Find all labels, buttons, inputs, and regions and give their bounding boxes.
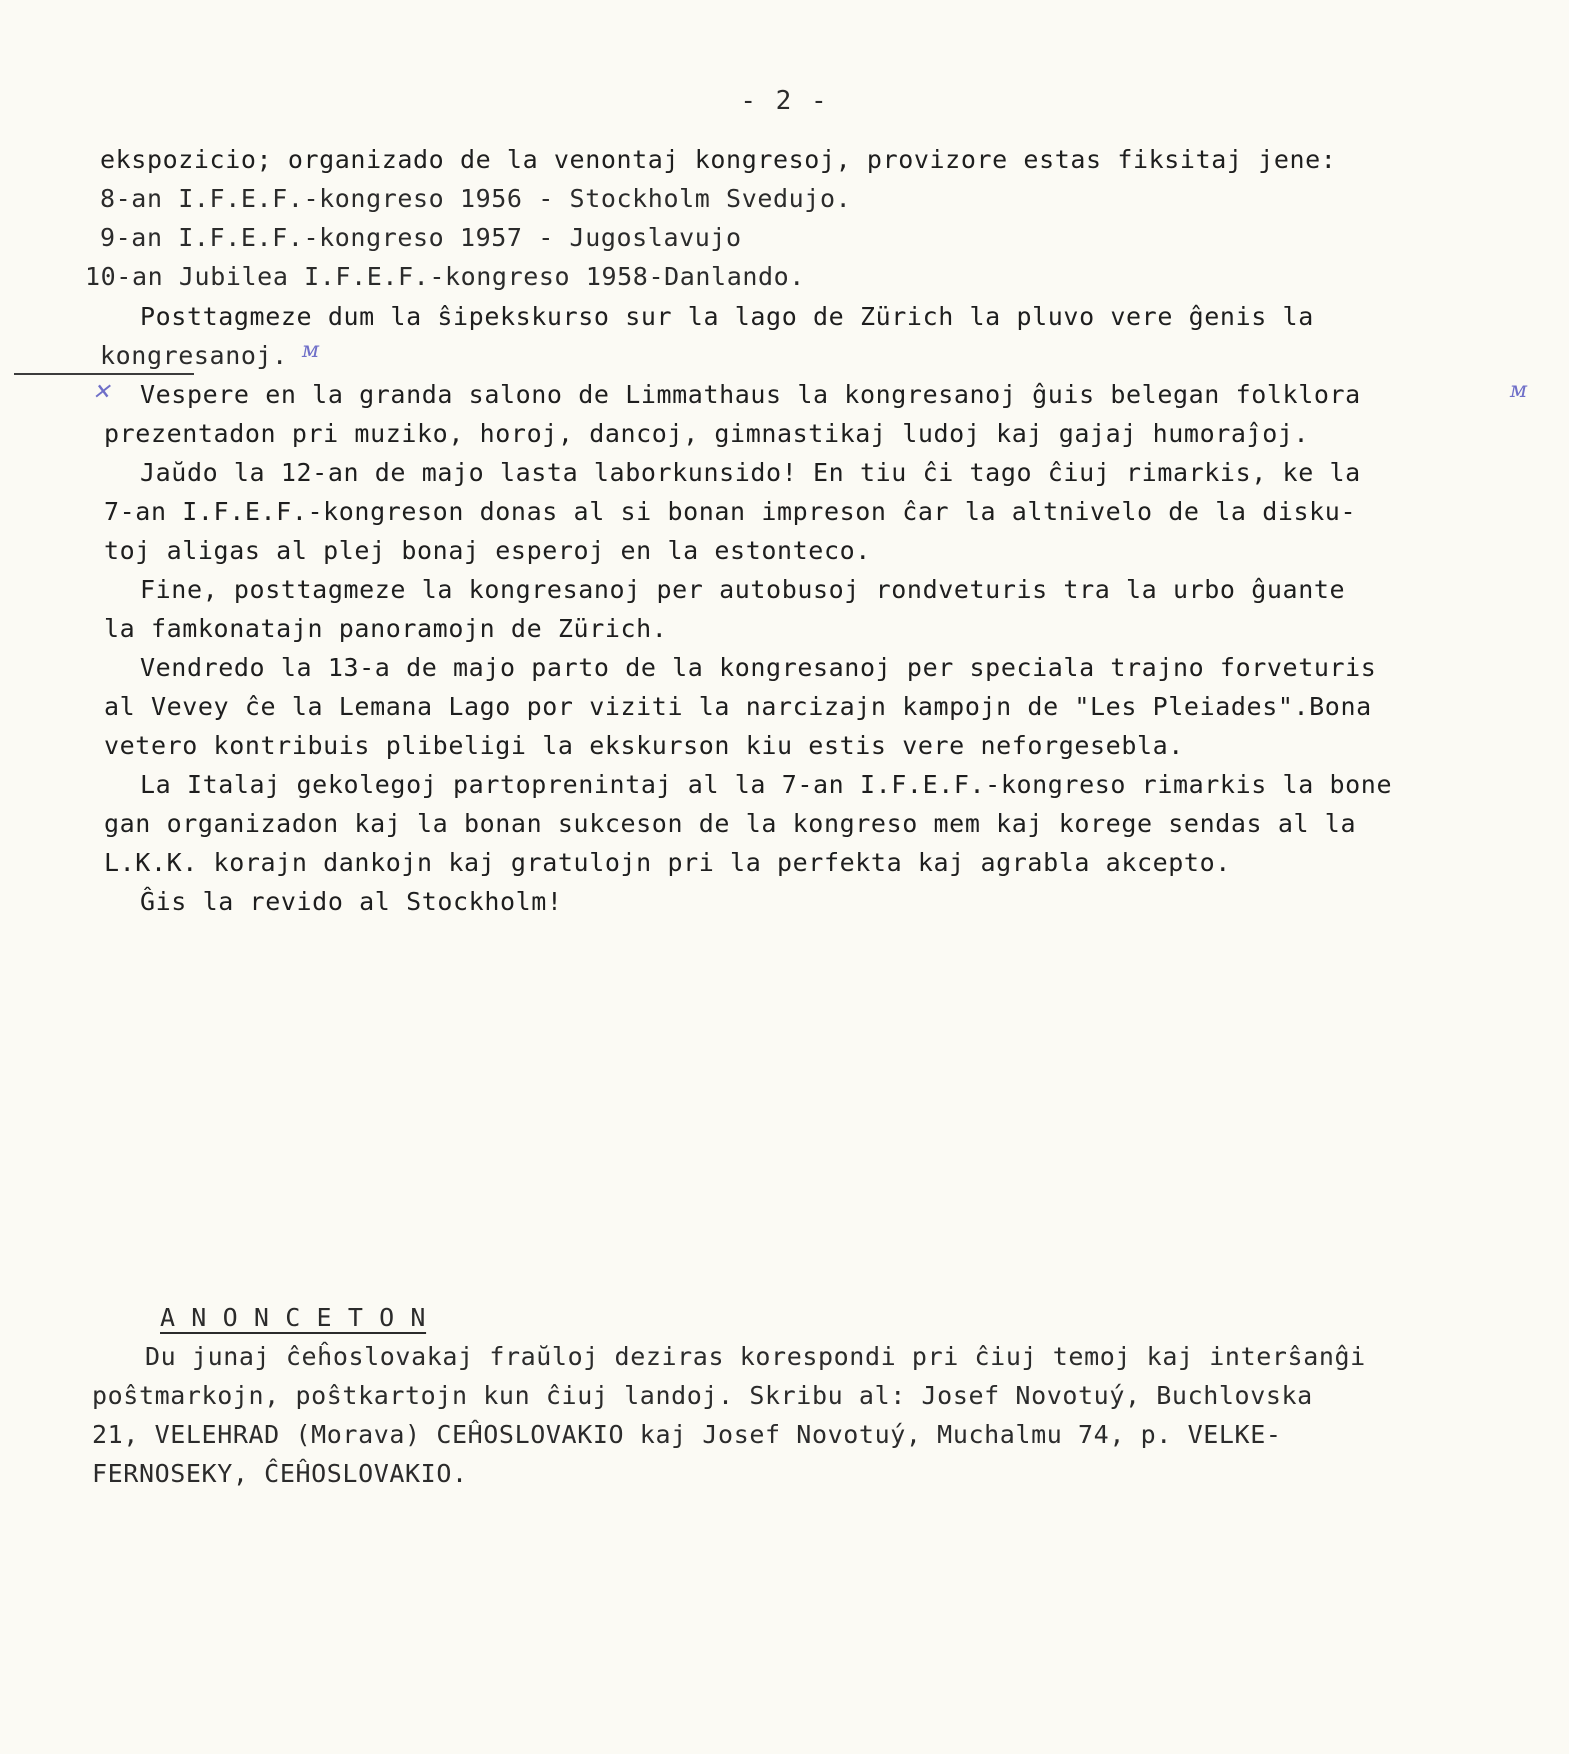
announcement-line: Du junaj ĉeĥoslovakaj fraŭloj deziras korespondi pri ĉiuj temoj kaj interŝanĝi (145, 1342, 1366, 1371)
pen-annotation: ✕ (92, 380, 111, 405)
body-line: prezentadon pri muziko, horoj, dancoj, gimnastikaj ludoj kaj gajaj humoraĵoj. (104, 419, 1310, 448)
body-line: ekspozicio; organizado de la venontaj kongresoj, provizore estas fiksitaj jene: (100, 145, 1337, 174)
body-line: gan organizadon kaj la bonan sukceson de la kongreso mem kaj korege sendas al la (104, 809, 1357, 838)
body-line: al Vevey ĉe la Lemana Lago por viziti la narcizajn kampojn de "Les Pleiades".Bona (104, 692, 1372, 721)
body-line: vetero kontribuis plibeligi la ekskurson kiu estis vere neforgesebla. (104, 731, 1184, 760)
body-line: 10-an Jubilea I.F.E.F.-kongreso 1958-Danlando. (85, 262, 805, 291)
body-line: Jaŭdo la 12-an de majo lasta laborkunsido! En tiu ĉi tago ĉiuj rimarkis, ke la (140, 458, 1361, 487)
body-line: la famkonatajn panoramojn de Zürich. (104, 614, 668, 643)
pen-annotation: ᴍ (302, 338, 320, 363)
announcement-heading: A N O N C E T O N (160, 1303, 427, 1332)
body-line: kongresanoj. (100, 341, 288, 370)
announcement-line: poŝtmarkojn, poŝtkartojn kun ĉiuj landoj. Skribu al: Josef Novotuý, Buchlovska (92, 1381, 1313, 1410)
page-number: - 2 - (740, 86, 829, 116)
body-line: 9-an I.F.E.F.-kongreso 1957 - Jugoslavujo (100, 223, 742, 252)
body-line: toj aligas al plej bonaj esperoj en la estonteco. (104, 536, 871, 565)
body-line: 7-an I.F.E.F.-kongreson donas al si bonan impreson ĉar la altnivelo de la disku- (104, 497, 1357, 526)
body-line: Ĝis la revido al Stockholm! (140, 887, 563, 916)
body-line: Fine, posttagmeze la kongresanoj per autobusoj rondveturis tra la urbo ĝuante (140, 575, 1346, 604)
body-line: La Italaj gekolegoj partoprenintaj al la 7-an I.F.E.F.-kongreso rimarkis la bone (140, 770, 1393, 799)
announcement-line: FERNOSEKY, ĈEĤOSLOVAKIO. (92, 1459, 468, 1488)
body-line: Posttagmeze dum la ŝipekskurso sur la lago de Zürich la pluvo vere ĝenis la (140, 302, 1314, 331)
body-line: Vespere en la granda salono de Limmathaus la kongresanoj ĝuis belegan folklora (140, 380, 1361, 409)
pen-annotation: ᴍ (1510, 378, 1528, 403)
announcement-line: 21, VELEHRAD (Morava) CEĤOSLOVAKIO kaj Josef Novotuý, Muchalmu 74, p. VELKE- (92, 1420, 1282, 1449)
body-line: L.K.K. korajn dankojn kaj gratulojn pri la perfekta kaj agrabla akcepto. (104, 848, 1231, 877)
body-line: 8-an I.F.E.F.-kongreso 1956 - Stockholm Svedujo. (100, 184, 852, 213)
margin-rule (14, 373, 194, 375)
body-line: Vendredo la 13-a de majo parto de la kongresanoj per speciala trajno forveturis (140, 653, 1377, 682)
